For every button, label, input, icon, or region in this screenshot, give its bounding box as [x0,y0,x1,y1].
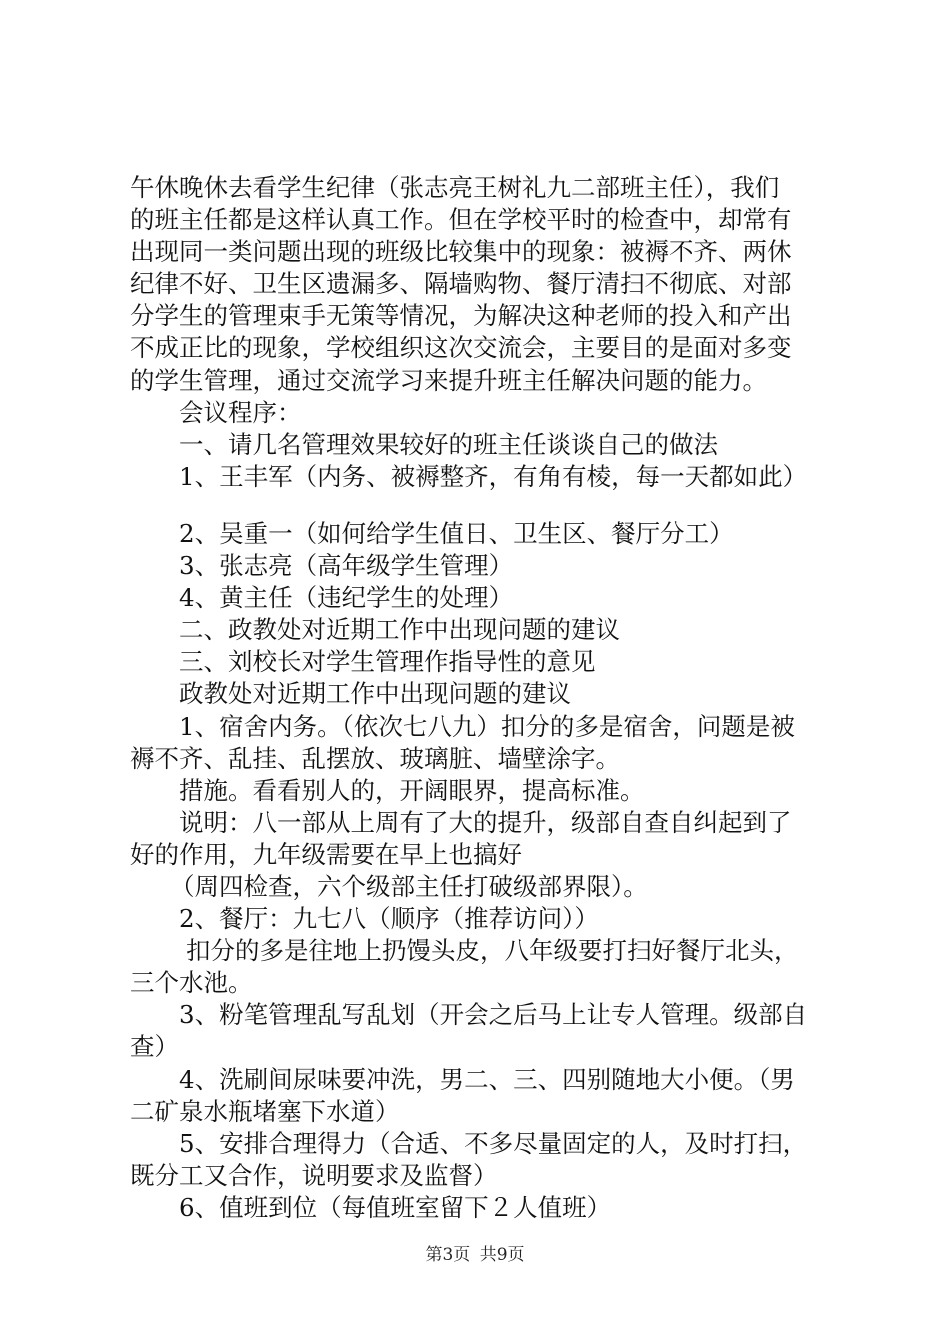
paragraph-line: 6、值班到位（每值班室留下２人值班） [179,1192,612,1222]
paragraph-line: 不成正比的现象，学校组织这次交流会，主要目的是面对多变 [130,333,792,363]
paragraph-line: 扣分的多是往地上扔馒头皮，八年级要打扫好餐厅北头， [186,936,799,966]
agenda-subitem: 2、吴重一（如何给学生值日、卫生区、餐厅分工） [179,518,734,548]
paragraph-line: 既分工又合作，说明要求及监督） [130,1160,498,1190]
paragraph-line: 分学生的管理束手无策等情况，为解决这种老师的投入和产出 [130,301,792,331]
paragraph-line: 4、洗刷间尿味要冲洗，男二、三、四别随地大小便。（男 [179,1064,795,1094]
paragraph-line: 查） [130,1032,179,1062]
agenda-item: 二、政教处对近期工作中出现问题的建议 [179,615,620,645]
paragraph-line: 午休晚休去看学生纪律（张志亮王树礼九二部班主任），我们 [130,173,780,202]
agenda-subitem: 3、张志亮（高年级学生管理） [179,551,514,581]
agenda-item: 一、请几名管理效果较好的班主任谈谈自己的做法 [179,429,718,459]
paragraph-line: 说明：八一部从上周有了大的提升，级部自查自纠起到了 [179,807,792,837]
paragraph-line: 褥不齐、乱挂、乱摆放、玻璃脏、墙壁涂字。 [130,743,620,773]
document-body [130,172,830,1224]
agenda-subitem: 1、王丰军（内务、被褥整齐，有角有棱，每一天都如此） [179,461,808,491]
paragraph-line: 二矿泉水瓶堵塞下水道） [130,1096,400,1126]
paragraph-line: 5、安排合理得力（合适、不多尽量固定的人，及时打扫， [179,1128,808,1158]
paragraph-line: 3、粉笔管理乱写乱划（开会之后马上让专人管理。级部自 [179,1000,808,1030]
page-number: 第3页 [425,1245,471,1265]
paragraph-line: （周四检查，六个级部主任打破级部界限）。 [170,871,648,901]
section-heading: 会议程序： [179,397,302,427]
paragraph-line: 好的作用，九年级需要在早上也搞好 [130,839,522,869]
paragraph-line: 措施。看看别人的，开阔眼界，提高标准。 [179,775,645,805]
page-total: 共9页 [479,1245,525,1265]
paragraph-line: 2、餐厅：九七八（顺序（推荐访问）） [179,904,599,934]
section-heading: 政教处对近期工作中出现问题的建议 [179,679,571,709]
paragraph-line: 出现同一类问题出现的班级比较集中的现象：被褥不齐、两休 [130,237,792,267]
agenda-subitem: 4、黄主任（违纪学生的处理） [179,583,514,613]
page-footer [0,1244,950,1266]
paragraph-line: 三个水池。 [130,968,253,998]
paragraph-line: 1、宿舍内务。（依次七八九）扣分的多是宿舍，问题是被 [179,711,795,741]
paragraph-line: 纪律不好、卫生区遗漏多、隔墙购物、餐厅清扫不彻底、对部 [130,269,792,299]
blank-line [130,493,830,518]
paragraph-line: 的学生管理，通过交流学习来提升班主任解决问题的能力。 [130,365,767,395]
agenda-item: 三、刘校长对学生管理作指导性的意见 [179,647,596,677]
paragraph-line: 的班主任都是这样认真工作。但在学校平时的检查中，却常有 [130,205,792,235]
